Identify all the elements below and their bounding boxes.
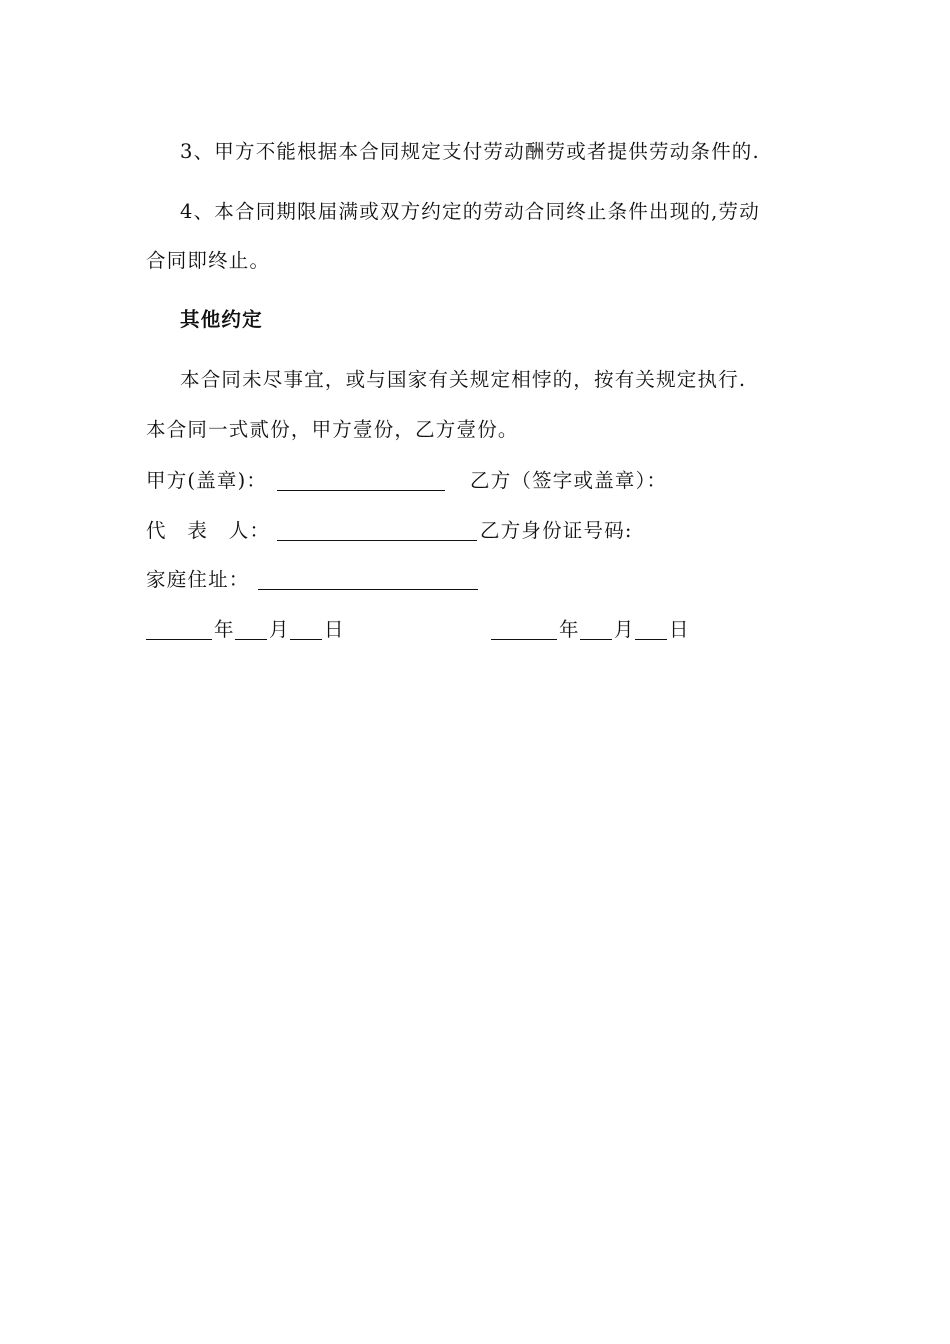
date-a-month-label: 月 — [269, 618, 290, 641]
other-terms-line-2: 本合同一式贰份，甲方壹份，乙方壹份。 — [146, 418, 519, 441]
representative-label: 代 表 人： — [146, 519, 271, 542]
party-a-label: 甲方(盖章)： — [146, 469, 268, 492]
date-b-year-label: 年 — [559, 618, 580, 641]
date-a-day-label: 日 — [324, 618, 345, 641]
date-b-month-label: 月 — [614, 618, 635, 641]
date-b-day-label: 日 — [669, 618, 690, 641]
clause-4-line-2: 合同即终止。 — [146, 249, 271, 272]
party-b-label: 乙方（签字或盖章）： — [470, 469, 668, 492]
party-a-signature-field[interactable] — [277, 490, 445, 491]
clause-3: 3、甲方不能根据本合同规定支付劳动酬劳或者提供劳动条件的. — [180, 140, 760, 163]
date-a-year-field[interactable] — [146, 639, 212, 640]
date-a-day-field[interactable] — [290, 639, 322, 640]
date-a-month-field[interactable] — [235, 639, 267, 640]
section-title: 其他约定 — [180, 308, 263, 331]
address-field[interactable] — [258, 589, 478, 590]
address-label: 家庭住址： — [146, 568, 250, 591]
date-b-year-field[interactable] — [491, 639, 557, 640]
date-a-year-label: 年 — [214, 618, 235, 641]
representative-field[interactable] — [277, 540, 477, 541]
date-b-month-field[interactable] — [580, 639, 612, 640]
party-b-id-label: 乙方身份证号码: — [480, 519, 633, 542]
other-terms-line-1: 本合同未尽事宜，或与国家有关规定相悖的，按有关规定执行. — [180, 368, 747, 391]
date-b-day-field[interactable] — [635, 639, 667, 640]
clause-4-line-1: 4、本合同期限届满或双方约定的劳动合同终止条件出现的,劳动 — [180, 200, 760, 223]
